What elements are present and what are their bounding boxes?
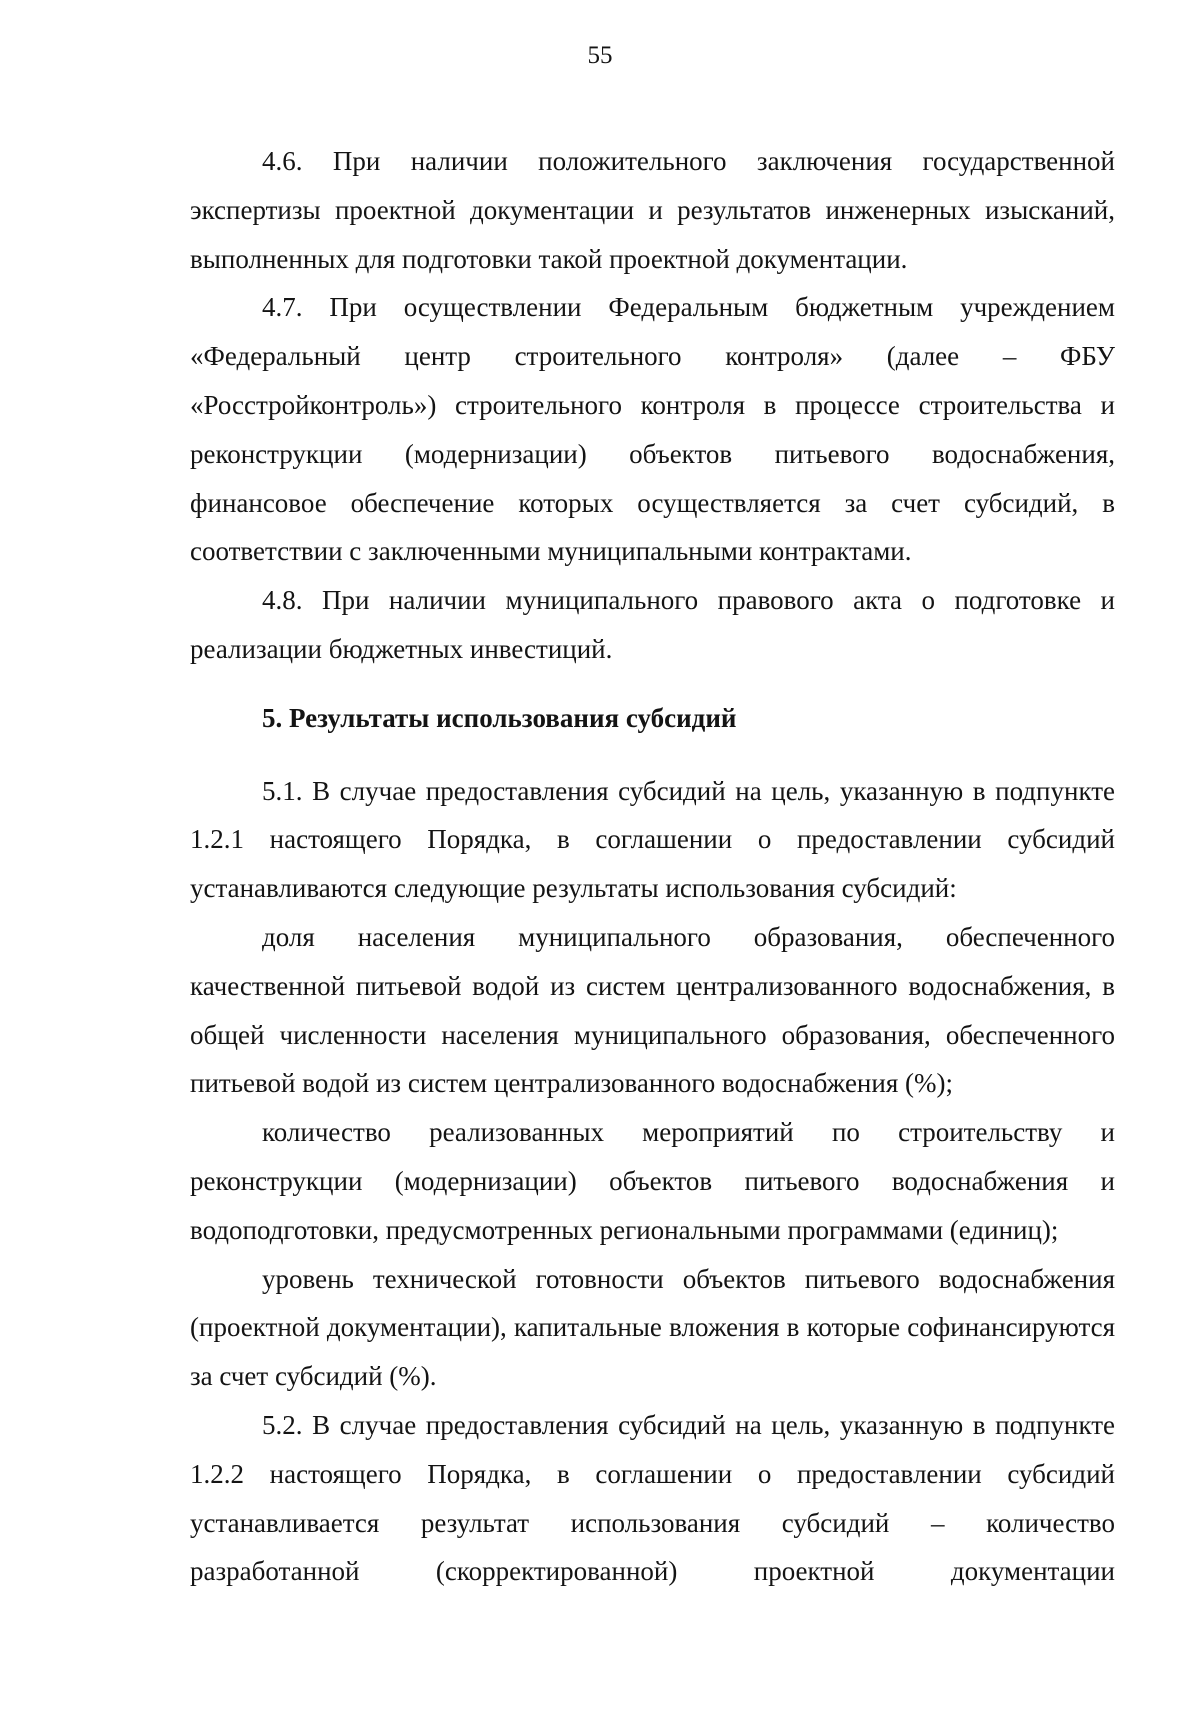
result-item-1: доля населения муниципального образования, обеспеченного качественной питьевой водой из систем централизованного водоснабжения, в общей численности населения муниципального образования, обеспеченного питьевой водой из систем централизованного водоснабжения (%);: [190, 921, 1115, 1099]
paragraph-4-7: 4.7. При осуществлении Федеральным бюджетным учреждением «Федеральный центр строительного контроля» (далее – ФБУ «Росстройконтроль») строительного контроля в процессе строительства и реконструкции (модернизации) объектов питьевого водоснабжения, финансовое обеспечение которых осуществляется за счет субсидий, в соответствии с заключенными муниципальными контрактами.: [190, 292, 1115, 567]
paragraph-4-6: 4.6. При наличии положительного заключения государственной экспертизы проектной документации и результатов инженерных изысканий, выполненных для подготовки такой проектной документации.: [190, 146, 1115, 274]
result-item-2: количество реализованных мероприятий по строительству и реконструкции (модернизации) объектов питьевого водоснабжения и водоподготовки, предусмотренных региональными программами (единиц);: [190, 1117, 1115, 1245]
document-body: [190, 137, 1115, 1596]
paragraph-5-1: 5.1. В случае предоставления субсидий на цель, указанную в подпункте 1.2.1 настоящего Порядка, в соглашении о предоставлении субсидий устанавливаются следующие результаты использования субсидий:: [190, 775, 1115, 904]
paragraph-4-8: 4.8. При наличии муниципального правового акта о подготовке и реализации бюджетных инвестиций.: [190, 585, 1115, 664]
section-heading: 5. Результаты использования субсидий: [262, 702, 737, 733]
page-number: 55: [587, 42, 613, 69]
paragraph-5-2: 5.2. В случае предоставления субсидий на цель, указанную в подпункте 1.2.2 настоящего Порядка, в соглашении о предоставлении субсидий устанавливается результат использования субсидий – количество разработанной (скорректированной) проектной документации: [190, 1409, 1115, 1587]
result-item-3: уровень технической готовности объектов питьевого водоснабжения (проектной документации), капитальные вложения в которые софинансируются за счет субсидий (%).: [190, 1263, 1115, 1392]
